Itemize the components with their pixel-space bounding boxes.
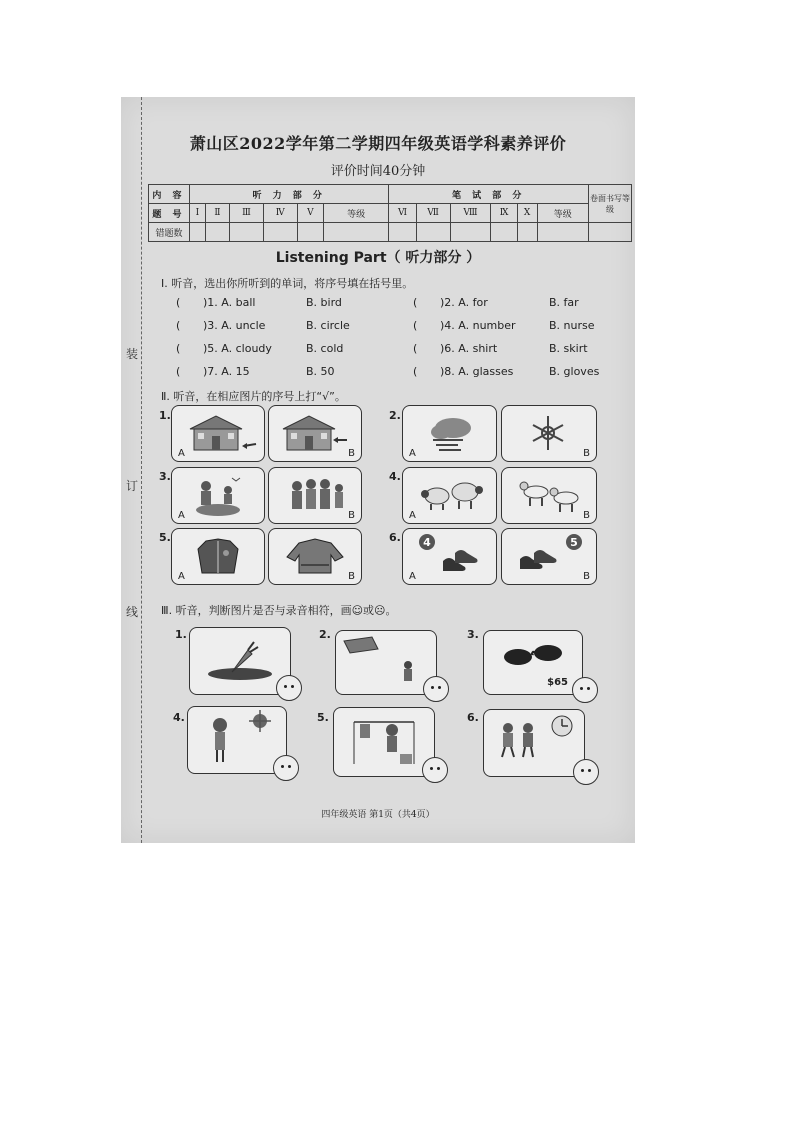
score-cell[interactable] <box>517 223 537 242</box>
score-cell[interactable] <box>450 223 491 242</box>
option-label-a: A <box>409 571 416 582</box>
sheep-icon <box>403 468 496 523</box>
option-b: B. nurse <box>549 319 595 332</box>
answer-bracket[interactable]: ( <box>176 319 181 332</box>
score-table <box>148 184 632 242</box>
bed-and-boy-icon <box>336 631 436 694</box>
option-b: B. 50 <box>306 365 335 378</box>
judge-picture <box>333 707 435 777</box>
pic-number: 6. <box>389 531 401 544</box>
shoe-size-a: 4 <box>423 536 431 549</box>
face-answer[interactable] <box>423 676 449 702</box>
option-label-a: A <box>409 510 416 521</box>
score-cell[interactable] <box>190 223 206 242</box>
binding-char-2: 订 <box>126 479 139 493</box>
option-b: B. cold <box>306 342 344 355</box>
option-b: B. skirt <box>549 342 588 355</box>
score-cell[interactable] <box>323 223 389 242</box>
face-answer[interactable] <box>573 759 599 785</box>
exam-time: 评价时间40分钟 <box>330 164 426 179</box>
option-a: )5. A. cloudy <box>203 342 272 355</box>
girl-sun-icon <box>188 707 286 773</box>
pic-number: 5. <box>159 531 171 544</box>
option-label-b: B <box>583 571 590 582</box>
option-label-b: B <box>348 510 355 521</box>
option-label-b: B <box>348 448 355 459</box>
goat-icon <box>502 468 596 523</box>
pic-number: 6. <box>467 711 479 724</box>
face-answer[interactable] <box>422 757 448 783</box>
judge-picture <box>187 706 287 774</box>
picture-option[interactable] <box>171 528 265 585</box>
option-a: )4. A. number <box>440 319 516 332</box>
option-label-a: A <box>178 510 185 521</box>
picture-option[interactable] <box>501 405 597 462</box>
score-col: Ⅸ <box>491 204 517 223</box>
face-answer[interactable] <box>572 677 598 703</box>
exam-title: 萧山区2022学年第二学期四年级英语学科素养评价 <box>189 134 567 153</box>
picture-option[interactable] <box>501 528 597 585</box>
picture-option[interactable] <box>402 405 497 462</box>
windy-cloud-icon <box>403 406 496 461</box>
option-label-a: A <box>178 571 185 582</box>
section1-title: Ⅰ. 听音，选出你所听到的单词，将序号填在括号里。 <box>161 277 414 290</box>
answer-bracket[interactable]: ( <box>413 296 418 309</box>
picture-option[interactable] <box>171 467 265 524</box>
score-handwriting-header: 卷面书写等级 <box>589 185 632 223</box>
option-a: )7. A. 15 <box>203 365 250 378</box>
score-cell[interactable] <box>263 223 297 242</box>
picture-option[interactable] <box>268 405 362 462</box>
section2-title: Ⅱ. 听音，在相应图片的序号上打“√”。 <box>161 390 346 403</box>
option-b: B. gloves <box>549 365 600 378</box>
score-row3-label: 错题数 <box>149 223 190 242</box>
score-cell[interactable] <box>205 223 230 242</box>
answer-bracket[interactable]: ( <box>413 319 418 332</box>
shoes-icon <box>403 529 496 584</box>
score-cell[interactable] <box>416 223 450 242</box>
binding-line <box>125 97 142 843</box>
option-b: B. bird <box>306 296 342 309</box>
score-cell[interactable] <box>230 223 263 242</box>
score-writing-header: 笔 试 部 分 <box>389 185 589 204</box>
score-col: Ⅹ <box>517 204 537 223</box>
picture-option[interactable] <box>501 467 597 524</box>
answer-bracket[interactable]: ( <box>176 342 181 355</box>
binding-char-1: 装 <box>126 347 139 361</box>
judge-picture <box>483 630 583 695</box>
jacket-icon <box>172 529 264 584</box>
judge-picture <box>483 709 585 777</box>
score-cell[interactable] <box>537 223 588 242</box>
score-cell[interactable] <box>589 223 632 242</box>
option-b: B. far <box>549 296 579 309</box>
score-col: Ⅵ <box>389 204 416 223</box>
part-title: Listening Part（ 听力部分 ） <box>275 250 481 266</box>
pic-number: 5. <box>317 711 329 724</box>
option-label-b: B <box>583 510 590 521</box>
score-col: Ⅱ <box>205 204 230 223</box>
judge-picture <box>335 630 437 695</box>
picture-option[interactable] <box>268 528 362 585</box>
score-col: Ⅴ <box>298 204 324 223</box>
score-col: Ⅳ <box>263 204 297 223</box>
score-row1-label: 内 容 <box>149 185 190 204</box>
answer-bracket[interactable]: ( <box>413 365 418 378</box>
option-label-b: B <box>348 571 355 582</box>
family-eating-icon <box>172 468 264 523</box>
school-icon <box>172 406 264 461</box>
kids-clock-icon <box>484 710 584 776</box>
picture-option[interactable] <box>402 467 497 524</box>
pic-number: 2. <box>319 628 331 641</box>
score-cell[interactable] <box>491 223 517 242</box>
pic-number: 1. <box>175 628 187 641</box>
pic-number: 4. <box>389 470 401 483</box>
score-cell[interactable] <box>298 223 324 242</box>
face-answer[interactable] <box>276 675 302 701</box>
score-col: Ⅰ <box>190 204 206 223</box>
score-cell[interactable] <box>389 223 416 242</box>
answer-bracket[interactable]: ( <box>176 365 181 378</box>
score-listening-header: 听 力 部 分 <box>190 185 389 204</box>
score-row2-label: 题 号 <box>149 204 190 223</box>
picture-option[interactable] <box>402 528 497 585</box>
option-label-a: A <box>178 448 185 459</box>
snowflake-icon <box>502 406 596 461</box>
pic-number: 1. <box>159 409 171 422</box>
picture-option[interactable] <box>268 467 362 524</box>
score-col: 等级 <box>323 204 389 223</box>
answer-bracket[interactable]: ( <box>176 296 181 309</box>
score-col: Ⅲ <box>230 204 263 223</box>
price-label: $65 <box>547 677 568 688</box>
picture-option[interactable] <box>171 405 265 462</box>
pic-number: 4. <box>173 711 185 724</box>
score-col: Ⅷ <box>450 204 491 223</box>
exam-sheet <box>121 97 635 843</box>
binding-char-3: 线 <box>126 605 139 619</box>
option-a: )1. A. ball <box>203 296 256 309</box>
shoe-size-b: 5 <box>570 536 578 549</box>
pic-number: 3. <box>159 470 171 483</box>
pic-number: 3. <box>467 628 479 641</box>
shoes-icon <box>502 529 596 584</box>
option-label-a: A <box>409 448 416 459</box>
answer-bracket[interactable]: ( <box>413 342 418 355</box>
option-a: )2. A. for <box>440 296 488 309</box>
option-a: )3. A. uncle <box>203 319 266 332</box>
option-a: )6. A. shirt <box>440 342 498 355</box>
option-a: )8. A. glasses <box>440 365 514 378</box>
score-col: 等级 <box>537 204 588 223</box>
page-footer: 四年级英语 第1页（共4页） <box>321 810 435 820</box>
face-answer[interactable] <box>273 755 299 781</box>
section3-title: Ⅲ. 听音，判断图片是否与录音相符，画☺或☹。 <box>161 604 397 617</box>
pic-number: 2. <box>389 409 401 422</box>
score-col: Ⅶ <box>416 204 450 223</box>
option-b: B. circle <box>306 319 350 332</box>
option-label-b: B <box>583 448 590 459</box>
carrot-icon <box>190 628 290 694</box>
laundry-girl-icon <box>334 708 434 776</box>
